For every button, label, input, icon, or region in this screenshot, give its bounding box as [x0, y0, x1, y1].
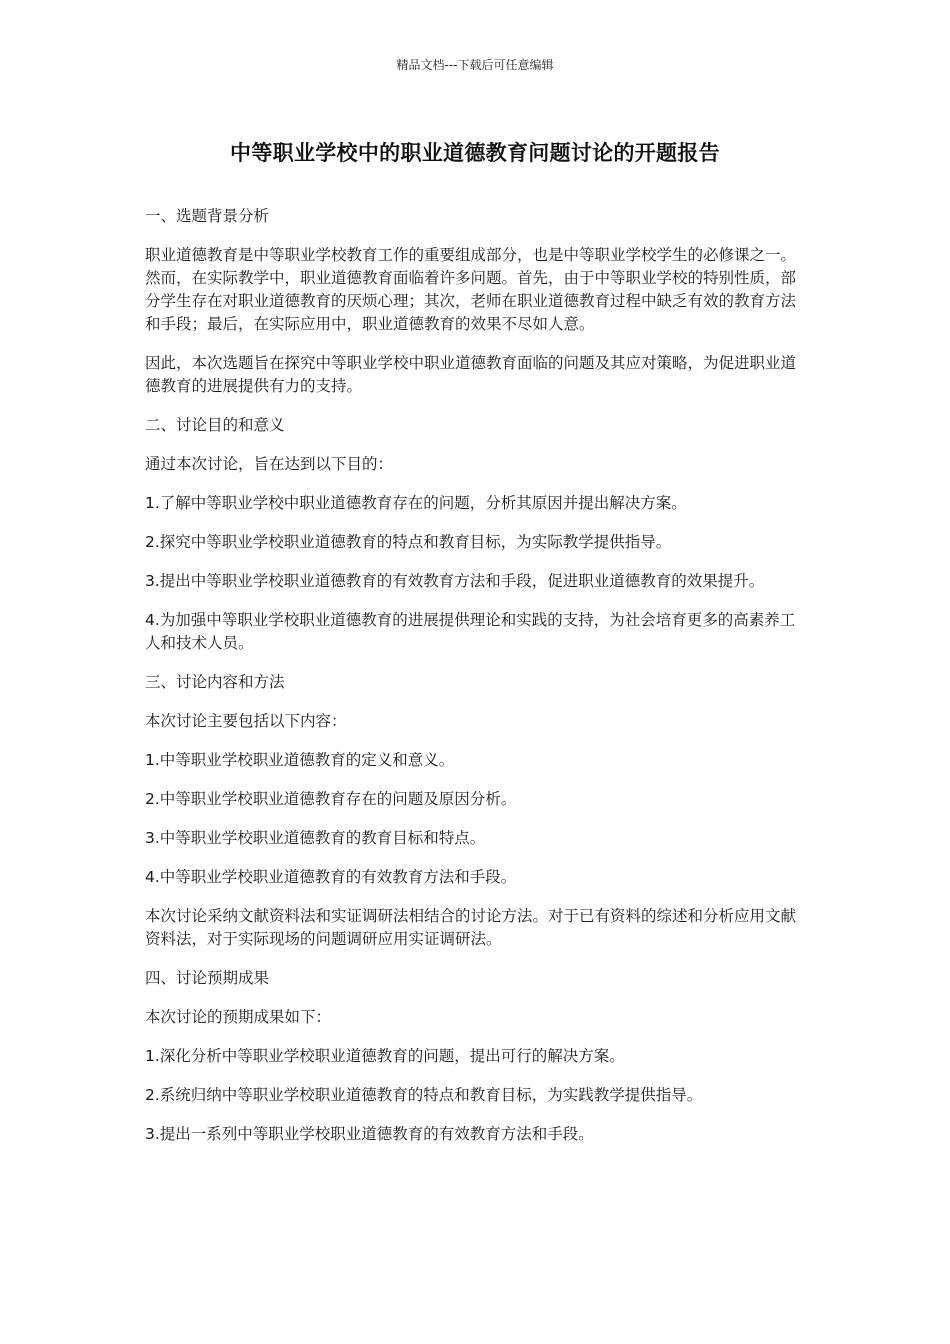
list-item-outcome-2: 2.系统归纳中等职业学校职业道德教育的特点和教育目标，为实践教学提供指导。 — [145, 1086, 703, 1104]
list-item-content-4: 4.中等职业学校职业道德教育的有效教育方法和手段。 — [145, 868, 517, 886]
section-heading-outcomes: 四、讨论预期成果 — [145, 969, 270, 987]
section-heading-content-method: 三、讨论内容和方法 — [145, 673, 285, 691]
section-heading-purpose: 二、讨论目的和意义 — [145, 416, 285, 434]
paragraph-method: 本次讨论采纳文献资料法和实证调研法相结合的讨论方法。对于已有资料的综述和分析应用文献资料法，对于实际现场的问题调研应用实证调研法。 — [145, 907, 797, 948]
list-item-content-1: 1.中等职业学校职业道德教育的定义和意义。 — [145, 751, 455, 769]
paragraph-content-intro: 本次讨论主要包括以下内容： — [145, 712, 347, 730]
list-item-content-3: 3.中等职业学校职业道德教育的教育目标和特点。 — [145, 829, 486, 847]
document-body — [145, 205, 800, 1162]
list-item-purpose-1: 1.了解中等职业学校中职业道德教育存在的问题，分析其原因并提出解决方案。 — [145, 494, 687, 512]
list-item-outcome-1: 1.深化分析中等职业学校职业道德教育的问题，提出可行的解决方案。 — [145, 1047, 625, 1065]
document-title: 中等职业学校中的职业道德教育问题讨论的开题报告 — [230, 141, 720, 165]
list-item-purpose-3: 3.提出中等职业学校职业道德教育的有效教育方法和手段，促进职业道德教育的效果提升。 — [145, 572, 765, 590]
list-item-outcome-3: 3.提出一系列中等职业学校职业道德教育的有效教育方法和手段。 — [145, 1125, 594, 1143]
paragraph-background-1: 职业道德教育是中等职业学校教育工作的重要组成部分，也是中等职业学校学生的必修课之一。然而，在实际教学中，职业道德教育面临着许多问题。首先，由于中等职业学校的特别性质，部分学生存在对职业道德教育的厌烦心理；其次，老师在职业道德教育过程中缺乏有效的教育方法和手段；最后，在实际应用中，职业道德教育的效果不尽如人意。 — [145, 246, 797, 333]
list-item-content-2: 2.中等职业学校职业道德教育存在的问题及原因分析。 — [145, 790, 517, 808]
list-item-purpose-4: 4.为加强中等职业学校职业道德教育的进展提供理论和实践的支持，为社会培育更多的高素养工人和技术人员。 — [145, 611, 796, 652]
paragraph-purpose-intro: 通过本次讨论，旨在达到以下目的： — [145, 455, 394, 473]
paragraph-background-2: 因此，本次选题旨在探究中等职业学校中职业道德教育面临的问题及其应对策略，为促进职业道德教育的进展提供有力的支持。 — [145, 354, 797, 395]
list-item-purpose-2: 2.探究中等职业学校职业道德教育的特点和教育目标，为实际教学提供指导。 — [145, 533, 672, 551]
page-header: 精品文档---下载后可任意编辑 — [396, 58, 554, 72]
paragraph-outcomes-intro: 本次讨论的预期成果如下： — [145, 1008, 332, 1026]
section-heading-background: 一、选题背景分析 — [145, 207, 270, 225]
